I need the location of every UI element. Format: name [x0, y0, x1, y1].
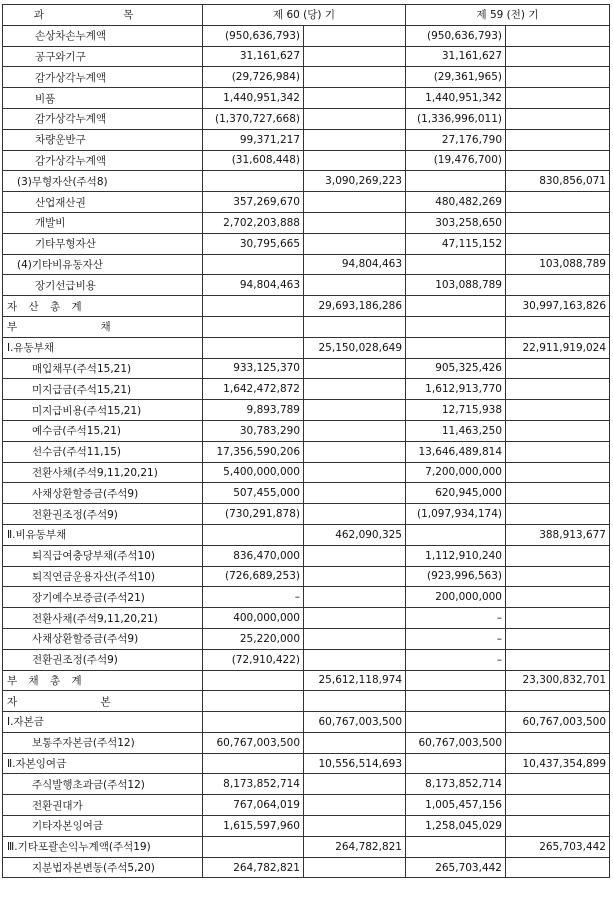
- table-row: [3, 566, 610, 587]
- current-total-amount: [304, 816, 406, 837]
- prior-detail-amount: [406, 296, 506, 317]
- current-detail-amount: 30,795,665: [203, 233, 304, 254]
- prior-detail-amount: 60,767,003,500: [406, 732, 506, 753]
- balance-sheet-table: [2, 4, 610, 878]
- current-total-amount: [304, 129, 406, 150]
- table-row: [3, 712, 610, 733]
- prior-detail-amount: 1,005,457,156: [406, 795, 506, 816]
- current-detail-amount: 1,642,472,872: [203, 379, 304, 400]
- prior-detail-amount: 27,176,790: [406, 129, 506, 150]
- prior-total-amount: [506, 795, 610, 816]
- account-name: 차량운반구: [3, 129, 203, 150]
- table-row: [3, 171, 610, 192]
- account-name: 공구와기구: [3, 46, 203, 67]
- current-detail-amount: 1,615,597,960: [203, 816, 304, 837]
- table-row: [3, 25, 610, 46]
- prior-total-amount: [506, 316, 610, 337]
- table-row: [3, 545, 610, 566]
- prior-total-amount: 830,856,071: [506, 171, 610, 192]
- prior-total-amount: [506, 732, 610, 753]
- table-row: [3, 212, 610, 233]
- current-detail-amount: 933,125,370: [203, 358, 304, 379]
- prior-detail-amount: [406, 836, 506, 857]
- prior-detail-amount: [406, 670, 506, 691]
- prior-detail-amount: 11,463,250: [406, 420, 506, 441]
- account-name: 미지급금(주석15,21): [3, 379, 203, 400]
- current-detail-amount: –: [203, 587, 304, 608]
- current-total-amount: [304, 795, 406, 816]
- prior-total-amount: 265,703,442: [506, 836, 610, 857]
- current-total-amount: 264,782,821: [304, 836, 406, 857]
- prior-total-amount: 60,767,003,500: [506, 712, 610, 733]
- prior-total-amount: [506, 545, 610, 566]
- current-total-amount: [304, 441, 406, 462]
- prior-detail-amount: [406, 524, 506, 545]
- table-row: [3, 504, 610, 525]
- table-row: [3, 857, 610, 878]
- prior-detail-amount: 13,646,489,814: [406, 441, 506, 462]
- current-detail-amount: [203, 712, 304, 733]
- table-row: [3, 400, 610, 421]
- current-detail-amount: [203, 254, 304, 275]
- table-row: [3, 691, 610, 712]
- account-name: 미지급비용(주석15,21): [3, 400, 203, 421]
- current-detail-amount: (29,726,984): [203, 67, 304, 88]
- account-name: 산업재산권: [3, 192, 203, 213]
- table-row: [3, 483, 610, 504]
- account-name: 감가상각누계액: [3, 108, 203, 129]
- account-name: 자 본: [3, 691, 203, 712]
- account-name: 사채상환할증금(주석9): [3, 628, 203, 649]
- current-detail-amount: 60,767,003,500: [203, 732, 304, 753]
- current-detail-amount: 30,783,290: [203, 420, 304, 441]
- prior-detail-amount: 12,715,938: [406, 400, 506, 421]
- current-detail-amount: 5,400,000,000: [203, 462, 304, 483]
- current-detail-amount: (31,608,448): [203, 150, 304, 171]
- prior-total-amount: [506, 46, 610, 67]
- prior-total-amount: 23,300,832,701: [506, 670, 610, 691]
- current-total-amount: [304, 566, 406, 587]
- current-detail-amount: 507,455,000: [203, 483, 304, 504]
- prior-detail-amount: [406, 691, 506, 712]
- current-total-amount: [304, 420, 406, 441]
- account-name: Ⅱ.자본잉여금: [3, 753, 203, 774]
- table-row: [3, 836, 610, 857]
- current-total-amount: [304, 108, 406, 129]
- current-detail-amount: [203, 524, 304, 545]
- prior-total-amount: [506, 587, 610, 608]
- account-name: 개발비: [3, 212, 203, 233]
- prior-total-amount: [506, 608, 610, 629]
- prior-total-amount: [506, 628, 610, 649]
- current-detail-amount: 99,371,217: [203, 129, 304, 150]
- account-name: 비품: [3, 88, 203, 109]
- current-detail-amount: (730,291,878): [203, 504, 304, 525]
- current-total-amount: 3,090,269,223: [304, 171, 406, 192]
- prior-detail-amount: 1,440,951,342: [406, 88, 506, 109]
- table-row: [3, 732, 610, 753]
- header-account: 과 목: [3, 5, 203, 26]
- current-total-amount: [304, 192, 406, 213]
- account-name: 손상차손누계액: [3, 25, 203, 46]
- account-name: 전환사채(주석9,11,20,21): [3, 462, 203, 483]
- current-detail-amount: 25,220,000: [203, 628, 304, 649]
- prior-detail-amount: –: [406, 649, 506, 670]
- current-total-amount: [304, 545, 406, 566]
- prior-detail-amount: [406, 254, 506, 275]
- table-row: [3, 774, 610, 795]
- prior-detail-amount: –: [406, 608, 506, 629]
- current-detail-amount: [203, 753, 304, 774]
- current-detail-amount: (726,689,253): [203, 566, 304, 587]
- table-row: [3, 88, 610, 109]
- current-detail-amount: 836,470,000: [203, 545, 304, 566]
- account-name: 장기예수보증금(주석21): [3, 587, 203, 608]
- table-row: [3, 192, 610, 213]
- table-row: [3, 649, 610, 670]
- prior-detail-amount: 7,200,000,000: [406, 462, 506, 483]
- prior-detail-amount: [406, 712, 506, 733]
- table-row: [3, 150, 610, 171]
- table-row: [3, 670, 610, 691]
- prior-total-amount: [506, 816, 610, 837]
- prior-detail-amount: (29,361,965): [406, 67, 506, 88]
- account-name: 매입채무(주석15,21): [3, 358, 203, 379]
- current-total-amount: [304, 233, 406, 254]
- prior-detail-amount: (19,476,700): [406, 150, 506, 171]
- current-total-amount: [304, 649, 406, 670]
- prior-total-amount: [506, 400, 610, 421]
- table-row: [3, 753, 610, 774]
- table-row: [3, 795, 610, 816]
- prior-total-amount: 10,437,354,899: [506, 753, 610, 774]
- prior-detail-amount: 620,945,000: [406, 483, 506, 504]
- prior-total-amount: [506, 67, 610, 88]
- prior-total-amount: [506, 483, 610, 504]
- prior-total-amount: [506, 441, 610, 462]
- prior-total-amount: [506, 379, 610, 400]
- current-detail-amount: [203, 670, 304, 691]
- prior-detail-amount: [406, 753, 506, 774]
- prior-total-amount: 22,911,919,024: [506, 337, 610, 358]
- prior-detail-amount: 480,482,269: [406, 192, 506, 213]
- table-row: [3, 358, 610, 379]
- current-detail-amount: [203, 691, 304, 712]
- current-total-amount: [304, 46, 406, 67]
- current-detail-amount: (950,636,793): [203, 25, 304, 46]
- prior-detail-amount: –: [406, 628, 506, 649]
- current-total-amount: [304, 774, 406, 795]
- current-total-amount: 10,556,514,693: [304, 753, 406, 774]
- prior-total-amount: 388,913,677: [506, 524, 610, 545]
- prior-detail-amount: 265,703,442: [406, 857, 506, 878]
- current-total-amount: 29,693,186,286: [304, 296, 406, 317]
- prior-total-amount: [506, 566, 610, 587]
- account-name: (4)기타비유동자산: [3, 254, 203, 275]
- prior-detail-amount: 905,325,426: [406, 358, 506, 379]
- current-detail-amount: 264,782,821: [203, 857, 304, 878]
- table-row: [3, 462, 610, 483]
- account-name: 선수금(주석11,15): [3, 441, 203, 462]
- current-detail-amount: (72,910,422): [203, 649, 304, 670]
- current-total-amount: [304, 504, 406, 525]
- account-name: 부 채 총 계: [3, 670, 203, 691]
- prior-detail-amount: 200,000,000: [406, 587, 506, 608]
- prior-total-amount: [506, 504, 610, 525]
- account-name: 전환사채(주석9,11,20,21): [3, 608, 203, 629]
- current-detail-amount: [203, 316, 304, 337]
- prior-total-amount: [506, 420, 610, 441]
- account-name: 전환권조정(주석9): [3, 649, 203, 670]
- current-detail-amount: 767,064,019: [203, 795, 304, 816]
- prior-detail-amount: [406, 171, 506, 192]
- prior-detail-amount: (950,636,793): [406, 25, 506, 46]
- account-name: 보통주자본금(주석12): [3, 732, 203, 753]
- current-total-amount: [304, 462, 406, 483]
- prior-detail-amount: 1,612,913,770: [406, 379, 506, 400]
- account-name: 퇴직연금운용자산(주석10): [3, 566, 203, 587]
- current-total-amount: 94,804,463: [304, 254, 406, 275]
- prior-total-amount: [506, 462, 610, 483]
- current-total-amount: 25,612,118,974: [304, 670, 406, 691]
- prior-detail-amount: 47,115,152: [406, 233, 506, 254]
- prior-total-amount: [506, 108, 610, 129]
- current-total-amount: [304, 275, 406, 296]
- prior-total-amount: 30,997,163,826: [506, 296, 610, 317]
- table-row: [3, 420, 610, 441]
- account-name: Ⅱ.비유동부채: [3, 524, 203, 545]
- current-total-amount: [304, 379, 406, 400]
- current-detail-amount: (1,370,727,668): [203, 108, 304, 129]
- prior-detail-amount: 103,088,789: [406, 275, 506, 296]
- prior-total-amount: [506, 192, 610, 213]
- prior-total-amount: [506, 129, 610, 150]
- account-name: 지분법자본변동(주석5,20): [3, 857, 203, 878]
- prior-detail-amount: [406, 316, 506, 337]
- table-row: [3, 254, 610, 275]
- current-total-amount: [304, 587, 406, 608]
- prior-total-amount: 103,088,789: [506, 254, 610, 275]
- current-total-amount: [304, 628, 406, 649]
- current-detail-amount: [203, 836, 304, 857]
- current-detail-amount: 31,161,627: [203, 46, 304, 67]
- table-row: [3, 441, 610, 462]
- current-total-amount: [304, 691, 406, 712]
- current-detail-amount: 2,702,203,888: [203, 212, 304, 233]
- prior-total-amount: [506, 275, 610, 296]
- account-name: 장기선급비용: [3, 275, 203, 296]
- header-current-period: 제 60 (당) 기: [203, 5, 406, 26]
- current-detail-amount: 1,440,951,342: [203, 88, 304, 109]
- current-total-amount: [304, 608, 406, 629]
- current-detail-amount: 357,269,670: [203, 192, 304, 213]
- table-row: [3, 628, 610, 649]
- prior-total-amount: [506, 25, 610, 46]
- prior-total-amount: [506, 774, 610, 795]
- current-detail-amount: [203, 296, 304, 317]
- current-total-amount: [304, 88, 406, 109]
- current-total-amount: [304, 316, 406, 337]
- prior-detail-amount: [406, 337, 506, 358]
- current-detail-amount: 400,000,000: [203, 608, 304, 629]
- prior-total-amount: [506, 88, 610, 109]
- table-row: [3, 524, 610, 545]
- account-name: 기타무형자산: [3, 233, 203, 254]
- prior-total-amount: [506, 150, 610, 171]
- account-name: 전환권조정(주석9): [3, 504, 203, 525]
- prior-detail-amount: 1,112,910,240: [406, 545, 506, 566]
- table-row: [3, 233, 610, 254]
- current-total-amount: [304, 400, 406, 421]
- account-name: 전환권대가: [3, 795, 203, 816]
- account-name: 주식발행초과금(주석12): [3, 774, 203, 795]
- account-name: 예수금(주석15,21): [3, 420, 203, 441]
- current-detail-amount: 17,356,590,206: [203, 441, 304, 462]
- table-row: [3, 587, 610, 608]
- prior-detail-amount: (1,336,996,011): [406, 108, 506, 129]
- header-prior-period: 제 59 (전) 기: [406, 5, 610, 26]
- table-row: [3, 379, 610, 400]
- prior-total-amount: [506, 358, 610, 379]
- table-row: [3, 816, 610, 837]
- current-total-amount: [304, 212, 406, 233]
- account-name: 부 채: [3, 316, 203, 337]
- prior-total-amount: [506, 233, 610, 254]
- account-name: (3)무형자산(주석8): [3, 171, 203, 192]
- current-total-amount: [304, 67, 406, 88]
- prior-detail-amount: 31,161,627: [406, 46, 506, 67]
- table-row: [3, 275, 610, 296]
- table-row: [3, 608, 610, 629]
- prior-detail-amount: 8,173,852,714: [406, 774, 506, 795]
- account-name: 자 산 총 계: [3, 296, 203, 317]
- prior-detail-amount: (923,996,563): [406, 566, 506, 587]
- table-row: [3, 108, 610, 129]
- current-total-amount: [304, 358, 406, 379]
- prior-total-amount: [506, 691, 610, 712]
- prior-detail-amount: 1,258,045,029: [406, 816, 506, 837]
- account-name: Ⅰ.자본금: [3, 712, 203, 733]
- account-name: Ⅲ.기타포괄손익누계액(주석19): [3, 836, 203, 857]
- account-name: 기타자본잉여금: [3, 816, 203, 837]
- current-total-amount: 60,767,003,500: [304, 712, 406, 733]
- current-detail-amount: [203, 337, 304, 358]
- table-row: [3, 67, 610, 88]
- current-detail-amount: 94,804,463: [203, 275, 304, 296]
- account-name: 감가상각누계액: [3, 67, 203, 88]
- current-total-amount: [304, 25, 406, 46]
- current-total-amount: [304, 857, 406, 878]
- current-total-amount: [304, 732, 406, 753]
- table-row: [3, 296, 610, 317]
- table-body: [3, 25, 610, 878]
- current-detail-amount: [203, 171, 304, 192]
- prior-total-amount: [506, 212, 610, 233]
- current-total-amount: 462,090,325: [304, 524, 406, 545]
- account-name: 감가상각누계액: [3, 150, 203, 171]
- table-row: [3, 316, 610, 337]
- table-row: [3, 337, 610, 358]
- account-name: 퇴직급여충당부채(주석10): [3, 545, 203, 566]
- prior-total-amount: [506, 649, 610, 670]
- prior-detail-amount: (1,097,934,174): [406, 504, 506, 525]
- table-row: [3, 129, 610, 150]
- account-name: Ⅰ.유동부채: [3, 337, 203, 358]
- current-total-amount: [304, 150, 406, 171]
- header-row: [3, 5, 610, 26]
- current-total-amount: [304, 483, 406, 504]
- current-total-amount: 25,150,028,649: [304, 337, 406, 358]
- current-detail-amount: 9,893,789: [203, 400, 304, 421]
- prior-detail-amount: 303,258,650: [406, 212, 506, 233]
- current-detail-amount: 8,173,852,714: [203, 774, 304, 795]
- account-name: 사채상환할증금(주석9): [3, 483, 203, 504]
- prior-total-amount: [506, 857, 610, 878]
- table-row: [3, 46, 610, 67]
